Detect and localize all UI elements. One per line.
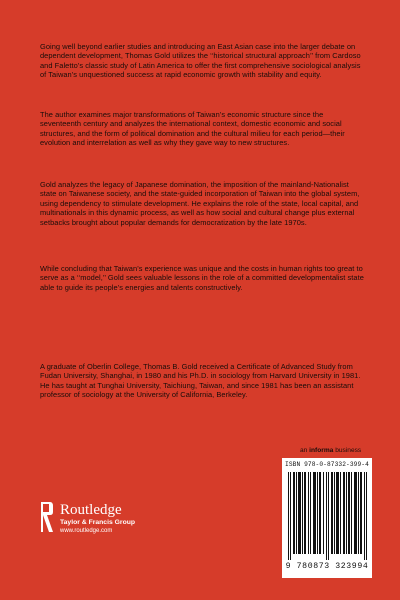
informa-suffix: business bbox=[333, 447, 362, 454]
author-bio: A graduate of Oberlin College, Thomas B. Gold received a Certificate of Advanced Study from Fudan University, Shanghai, in 1980 and his Ph.D. in sociology from Harvard University in 1981. He has taught at Tunghai University, Taichiung, Taiwan, and since 1981 has been an assistant professor of sociology at the University of California, Berkeley. bbox=[40, 362, 361, 400]
blurb-paragraph-3: Gold analyzes the legacy of Japanese domination, the imposition of the mainland-Nationalist state on Taiwanese society, and the state-guided incorporation of Taiwan into the global system, using dependency to stimulate development. He explains the role of the state, local capital, and multinationals in this dynamic process, as well as how social and cultural change plus external setbacks brought about popular demands for democratization by the late 1970s. bbox=[40, 180, 360, 227]
blurb-paragraph-1: Going well beyond earlier studies and introducing an East Asian case into the larger debate on dependent development, Thomas Gold utilizes the ‘‘historical structural approach’’ from Cardoso and Faletto’s classic study of Latin America to offer the first comprehensive sociological analysis of Taiwan’s unquestioned success at rapid economic growth with stability and equity. bbox=[40, 42, 361, 80]
blurb-paragraph-4: While concluding that Taiwan’s experience was unique and the costs in human rights too great to serve as a ‘‘model,’’ Gold sees valuable lessons in the role of a committed developmentalist state able to guide its people’s energies and talents constructively. bbox=[40, 264, 364, 292]
informa-business-tagline bbox=[300, 447, 361, 454]
routledge-logo-icon bbox=[40, 500, 54, 534]
publisher-name: Routledge bbox=[60, 502, 122, 518]
publisher-block bbox=[60, 502, 135, 536]
isbn-label: ISBN 978-0-87332-399-4 bbox=[285, 461, 369, 468]
barcode-number: 9 780873 323994 bbox=[285, 562, 369, 571]
publisher-url[interactable]: www.routledge.com bbox=[60, 528, 113, 534]
barcode-panel bbox=[282, 458, 372, 578]
blurb-paragraph-2: The author examines major transformations of Taiwan’s economic structure since the seventeenth century and analyzes the international context, domestic economic and social structures, and the form of political domination and the cultural milieu for each period—their evolution and interrelation as well as why they gave way to new structures. bbox=[40, 110, 345, 148]
informa-brand: informa bbox=[309, 447, 334, 454]
barcode-icon bbox=[288, 472, 368, 560]
informa-prefix: an bbox=[300, 447, 310, 454]
publisher-group: Taylor & Francis Group bbox=[60, 519, 136, 526]
